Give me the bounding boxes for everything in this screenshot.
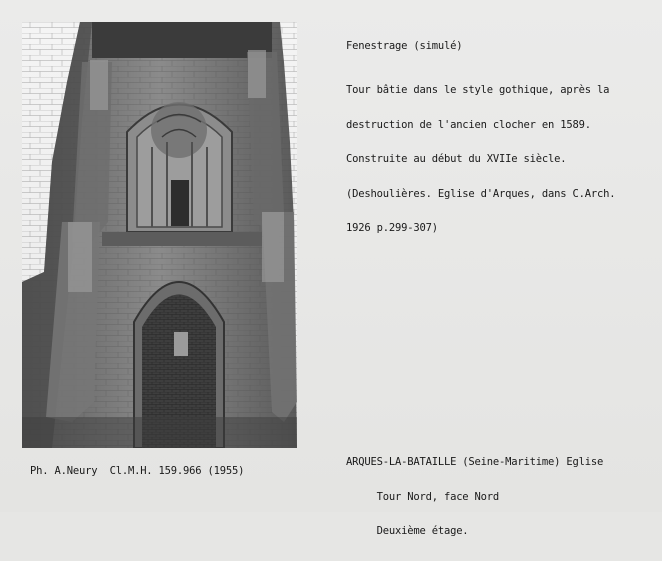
caption-line: 1926 p.299-307) (346, 222, 438, 234)
caption-body (346, 62, 615, 258)
tower-photograph (22, 22, 297, 448)
caption-line: Tour bâtie dans le style gothique, après la (346, 84, 610, 96)
caption-line: Construite au début du XVIIe siècle. (346, 153, 567, 165)
location-line: Tour Nord, face Nord (346, 490, 500, 503)
location-line: Deuxième étage. (346, 525, 469, 537)
location-line: ARQUES-LA-BATAILLE (Seine-Maritime) Eglise (346, 456, 604, 468)
caption-line: (Deshoulières. Eglise d'Arques, dans C.Arch. (346, 187, 616, 200)
caption-title: Fenestrage (simulé) (346, 40, 463, 52)
photo-credit: Ph. A.Neury Cl.M.H. 159.966 (1955) (30, 465, 245, 477)
location-block (346, 434, 603, 561)
caption-line: destruction de l'ancien clocher en 1589. (346, 118, 591, 131)
tower-photo-image (22, 22, 297, 448)
